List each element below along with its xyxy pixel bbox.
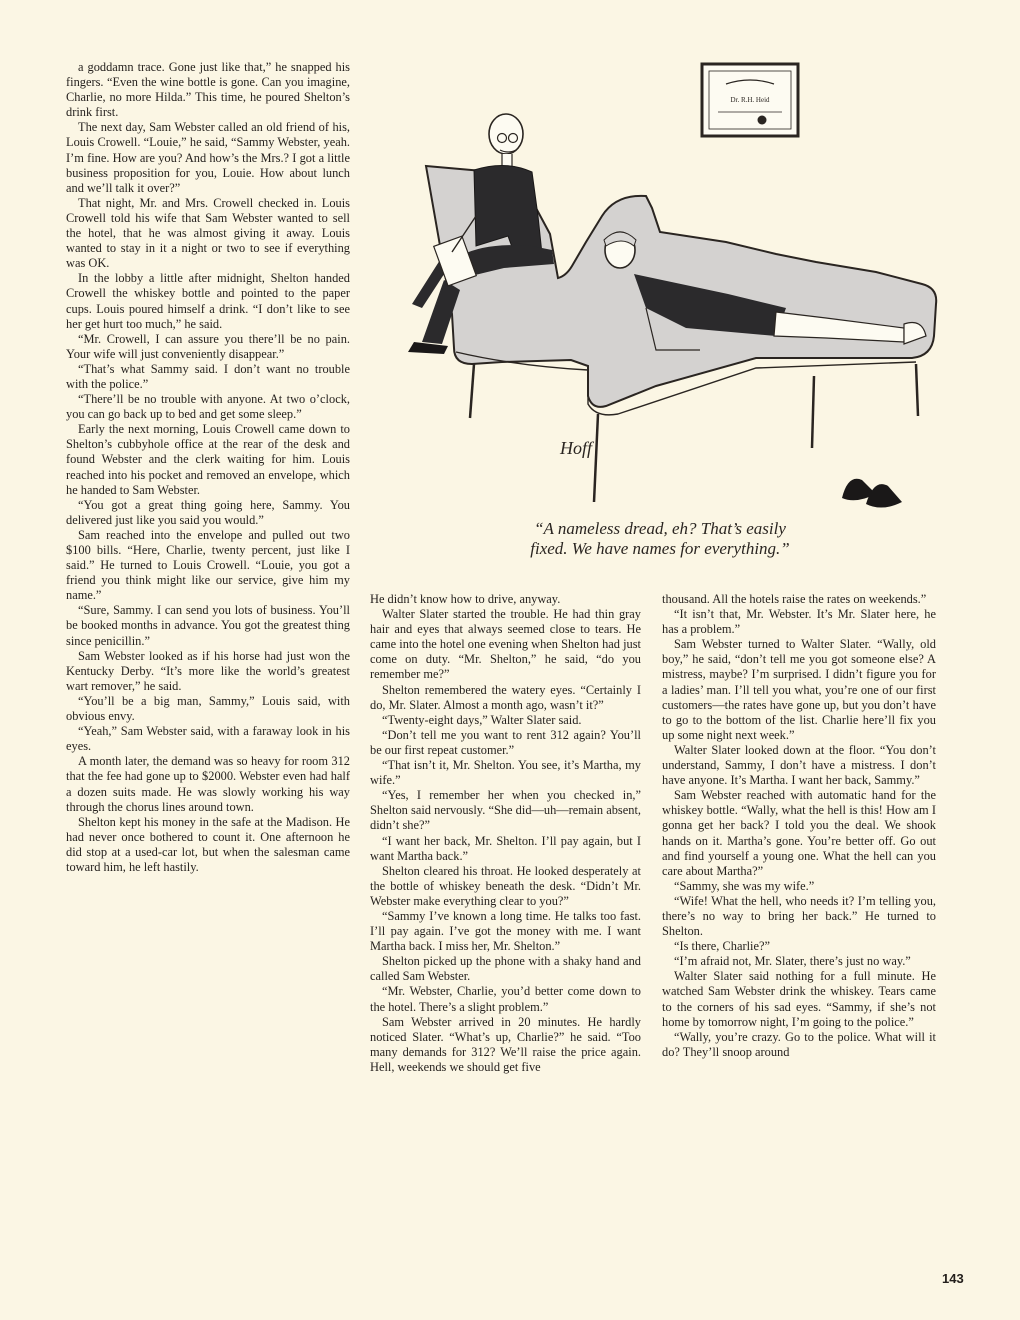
page-number: 143 bbox=[942, 1271, 964, 1286]
text-column-3 bbox=[662, 592, 936, 1060]
paragraph: That night, Mr. and Mrs. Crowell checked in. Louis Crowell told his wife that Sam Webster wanted to sell the hotel, that he was almost giving it away. Louis wanted to stay in it a night or two to see if everything was OK. bbox=[66, 195, 350, 271]
paragraph: “Sammy I’ve known a long time. He talks too fast. I’ll pay again. I’ve got the money with me. I want Martha back. I miss her, Mr. Shelton.” bbox=[370, 908, 641, 954]
paragraph: “Don’t tell me you want to rent 312 again? You’ll be our first repeat customer.” bbox=[370, 727, 641, 757]
caption-line-1: “A nameless dread, eh? That’s easily bbox=[534, 519, 786, 538]
artist-signature: Hoff bbox=[560, 438, 593, 458]
paragraph: “That’s what Sammy said. I don’t want no trouble with the police.” bbox=[66, 361, 350, 391]
paragraph: “Wally, you’re crazy. Go to the police. What will it do? They’ll snoop around bbox=[662, 1029, 936, 1059]
paragraph: “It isn’t that, Mr. Webster. It’s Mr. Slater here, he has a problem.” bbox=[662, 607, 936, 637]
paragraph: thousand. All the hotels raise the rates on weekends.” bbox=[662, 592, 927, 606]
text-column-1 bbox=[66, 60, 350, 875]
shoes bbox=[842, 479, 902, 508]
paragraph: “I want her back, Mr. Shelton. I’ll pay again, but I want Martha back.” bbox=[370, 833, 641, 863]
paragraph: In the lobby a little after midnight, Shelton handed Crowell the whiskey bottle and pointed to the paper cups. Louis poured himself a drink. “I don’t like to see her get hurt too much,” he said. bbox=[66, 271, 350, 331]
paragraph: “You got a great thing going here, Sammy. You delivered just like you said you would.” bbox=[66, 497, 350, 527]
paragraph: “Mr. Webster, Charlie, you’d better come down to the hotel. There’s a slight problem.” bbox=[370, 984, 641, 1014]
paragraph: “Yeah,” Sam Webster said, with a faraway look in his eyes. bbox=[66, 724, 350, 754]
diploma-frame bbox=[702, 64, 798, 136]
paragraph: “Twenty-eight days,” Walter Slater said. bbox=[382, 712, 582, 727]
paragraph: “You’ll be a big man, Sammy,” Louis said, with obvious envy. bbox=[66, 693, 350, 724]
paragraph: Shelton remembered the watery eyes. “Certainly I do, Mr. Slater. Almost a month ago, wasn’t it?” bbox=[370, 682, 641, 712]
paragraph: “Is there, Charlie?” bbox=[674, 939, 770, 954]
paragraph: Early the next morning, Louis Crowell came down to Shelton’s cubbyhole office at the rear of the desk and found Webster and the clerk waiting for him. Louis reached into his pocket and removed an envelope, which he handed to Sam Webster. bbox=[66, 422, 350, 497]
caption-line-2: fixed. We have names for everything.” bbox=[530, 539, 790, 558]
paragraph: Sam Webster reached with automatic hand for the whiskey bottle. “Wally, what the hell is this! How am I gonna get her back? I told you the deal. We shook hands on it. Martha’s gone. You’re better off. Go out and find yourself a young one. What the hell can you care about Martha?” bbox=[662, 788, 936, 878]
text-column-2 bbox=[370, 592, 641, 1075]
paragraph: Sam Webster looked as if his horse had just won the Kentucky Derby. “It’s more like the world’s greatest wart remover,” he said. bbox=[66, 648, 350, 693]
paragraph: Sam Webster arrived in 20 minutes. He hardly noticed Slater. “What’s up, Charlie?” he said. “Too many demands for 312? We’ll raise the price again. Hell, weekends we should get five bbox=[370, 1014, 641, 1074]
paragraph: A month later, the demand was so heavy for room 312 that the fee had gone up to $2000. Webster even had half a dozen suits made. He was slowly working his way through the chorus lines around town. bbox=[66, 754, 350, 814]
paragraph: “Mr. Crowell, I can assure you there’ll be no pain. Your wife will just conveniently disappear.” bbox=[66, 331, 350, 361]
paragraph: “Sammy, she was my wife.” bbox=[674, 878, 815, 893]
paragraph: a goddamn trace. Gone just like that,” he snapped his fingers. “Even the wine bottle is gone. Can you imagine, Charlie, no more Hilda.” This time, he poured Shelton’s drink first. bbox=[66, 60, 350, 120]
paragraph: He didn’t know how to drive, anyway. bbox=[370, 592, 561, 606]
paragraph: Walter Slater said nothing for a full minute. He watched Sam Webster drink the whiskey. Tears came to the corners of his sad eyes. “Sammy, if she’s not home by tomorrow night, I’m going to the police.” bbox=[662, 969, 936, 1029]
paragraph: “Wife! What the hell, who needs it? I’m telling you, there’s no way to bring her back.” He turned to Shelton. bbox=[662, 893, 936, 939]
paragraph: The next day, Sam Webster called an old friend of his, Louis Crowell. “Louie,” he said, “Sammy Webster, yeah. I’m fine. How are you? And how’s the Mrs.? I got a little business proposition for you, Louie. How about lunch and we’ll talk it over?” bbox=[66, 120, 350, 195]
paragraph: Shelton picked up the phone with a shaky hand and called Sam Webster. bbox=[370, 954, 641, 984]
paragraph: “Sure, Sammy. I can send you lots of business. You’ll be booked months in advance. You got the greatest thing since penicillin.” bbox=[66, 603, 350, 648]
paragraph: Sam reached into the envelope and pulled out two $100 bills. “Here, Charlie, twenty percent, just like I said.” He turned to Louis Crowell. “Louie, you got a friend you think might like our service, give him my name.” bbox=[66, 527, 350, 603]
cartoon-illustration bbox=[356, 46, 956, 538]
paragraph: “That isn’t it, Mr. Shelton. You see, it’s Martha, my wife.” bbox=[370, 758, 641, 788]
paragraph: Sam Webster turned to Walter Slater. “Wally, old boy,” he said, “don’t tell me you got someone else? A mistress, maybe? I’m surprised. I didn’t figure you for a ladies’ man. I’ll tell you what, you’re one of our first customers—the rates have gone up, but you don’t have to go to the bottom of the list. Charlie here’ll fix you up some night next week.” bbox=[662, 637, 936, 742]
paragraph: “I’m afraid not, Mr. Slater, there’s just no way.” bbox=[674, 954, 911, 969]
paragraph: Walter Slater looked down at the floor. “You don’t understand, Sammy, I don’t have a mistress. I don’t have anyone. It’s Martha. I want her back, Sammy.” bbox=[662, 742, 936, 788]
paragraph: “There’ll be no trouble with anyone. At two o’clock, you can go back up to bed and get some sleep.” bbox=[66, 392, 350, 422]
cartoon-caption bbox=[470, 519, 850, 559]
paragraph: Walter Slater started the trouble. He had thin gray hair and eyes that always seemed close to tears. He came into the hotel one evening when Shelton had just come on duty. “Mr. Shelton,” he said, “do you remember me?” bbox=[370, 607, 641, 682]
paragraph: Shelton cleared his throat. He looked desperately at the bottle of whiskey beneath the desk. “Didn’t Mr. Webster make everything clear to you?” bbox=[370, 863, 641, 908]
diploma-text: Dr. R.H. Heid bbox=[730, 96, 770, 104]
paragraph: “Yes, I remember her when you checked in,” Shelton said nervously. “She did—uh—remain absent, didn’t she?” bbox=[370, 788, 641, 833]
paragraph: Shelton kept his money in the safe at the Madison. He had never once bothered to count it. One afternoon he did stop at a used-car lot, but when the salesman came toward him, he left hastily. bbox=[66, 814, 350, 874]
